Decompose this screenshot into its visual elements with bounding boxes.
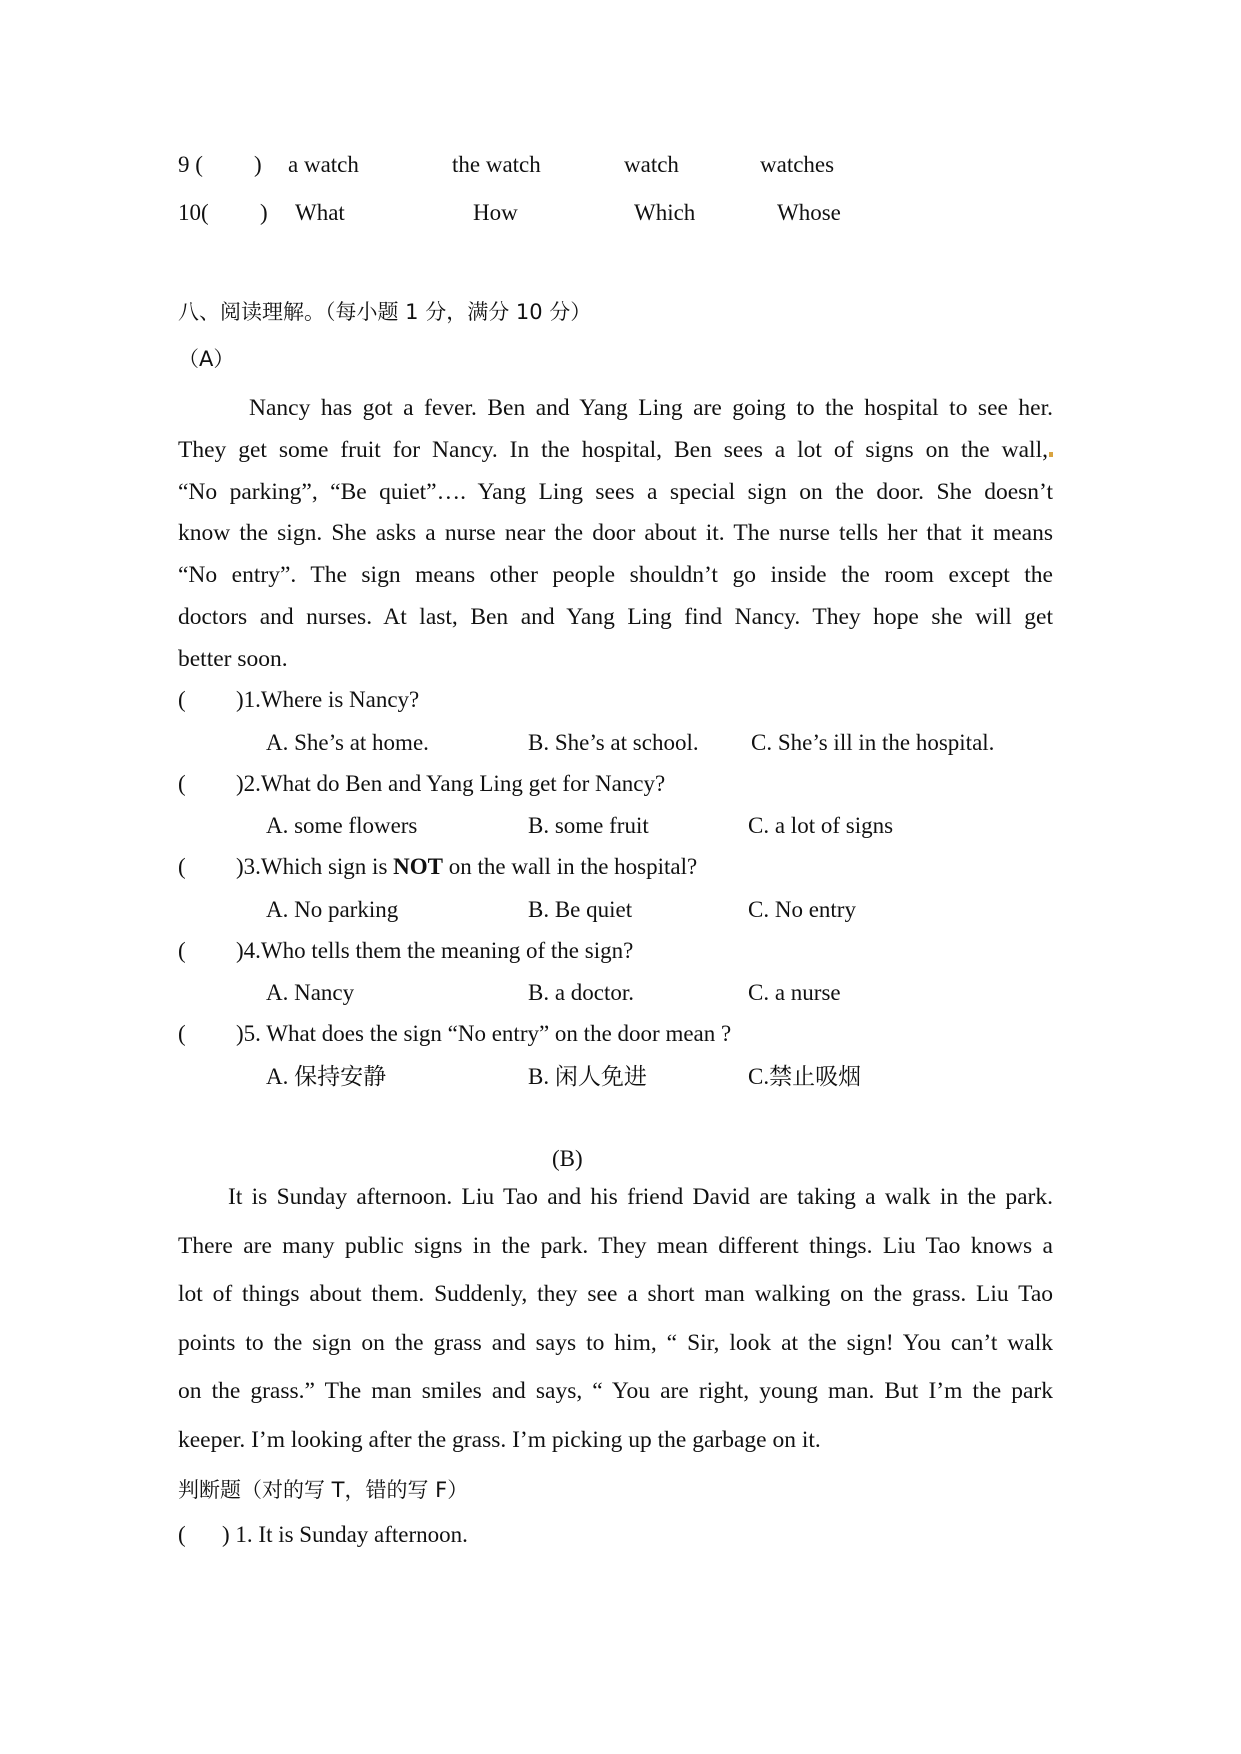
option-c: Which [634,200,696,225]
part-b-label: (B) [552,1146,583,1171]
option-b: B. She’s at school. [528,730,699,755]
option-c: C. a nurse [748,980,841,1005]
answer-blank-open: ( [178,938,186,963]
passage-line: points to the sign on the grass and says to him, “ Sir, look at the sign! You can’t walk [178,1330,1053,1356]
question-prompt: )4.Who tells them the meaning of the sign? [236,938,634,963]
option-c: C. No entry [748,897,856,922]
option-c: watch [624,152,679,177]
option-b: B. 闲人免进 [528,1064,647,1089]
section-heading: 八、阅读理解。（每小题 1 分，满分 10 分） [178,300,592,324]
prompt-emphasis: NOT [393,854,443,879]
option-b: the watch [452,152,541,177]
answer-blank-open: ( [178,854,186,879]
option-a: A. some flowers [266,813,418,838]
option-b: B. Be quiet [528,897,633,922]
passage-line: better soon. [178,646,288,672]
option-a: What [295,200,345,225]
option-a: a watch [288,152,359,177]
option-c: C. She’s ill in the hospital. [751,730,995,755]
answer-blank-open: ( [178,771,186,796]
passage-line: It is Sunday afternoon. Liu Tao and his friend David are taking a walk in the park. [228,1184,1053,1210]
passage-line: “No entry”. The sign means other people shouldn’t go inside the room except the [178,562,1053,588]
passage-line [178,436,1053,464]
question-prompt: )5. What does the sign “No entry” on the door mean ? [236,1021,732,1046]
passage-line: know the sign. She asks a nurse near the door about it. The nurse tells her that it means [178,520,1053,546]
passage-line: There are many public signs in the park. They mean different things. Liu Tao knows a [178,1233,1053,1259]
option-b: How [473,200,518,225]
passage-line: on the grass.” The man smiles and says, “ You are right, young man. But I’m the park [178,1378,1053,1404]
passage-line: Nancy has got a fever. Ben and Yang Ling are going to the hospital to see her. [249,395,1053,421]
answer-blank-open: ( [178,1522,186,1547]
passage-line: lot of things about them. Suddenly, they see a short man walking on the grass. Liu Tao [178,1281,1053,1307]
question-number: 10( [178,200,209,225]
option-d: Whose [777,200,841,225]
true-false-heading: 判断题（对的写 T，错的写 F） [178,1478,469,1502]
option-c: C. a lot of signs [748,813,894,838]
question-prompt: )2.What do Ben and Yang Ling get for Nancy? [236,771,666,796]
answer-blank-open: ( [178,687,186,712]
option-a: A. No parking [266,897,399,922]
answer-blank-open: ( [178,1021,186,1046]
passage-line: “No parking”, “Be quiet”…. Yang Ling sees a special sign on the door. She doesn’t [178,479,1053,505]
option-b: B. some fruit [528,813,649,838]
edit-mark [1049,452,1053,457]
prompt-text: )3.Which sign is [236,854,394,879]
option-a: A. She’s at home. [266,730,429,755]
option-a: A. Nancy [266,980,355,1005]
answer-blank-close: ) [260,200,268,225]
prompt-text: on the wall in the hospital? [448,854,698,879]
option-b: B. a doctor. [528,980,635,1005]
question-prompt: )1.Where is Nancy? [236,687,420,712]
question-prompt: ) 1. It is Sunday afternoon. [222,1522,468,1547]
option-a: A. 保持安静 [266,1064,387,1089]
answer-blank-close: ) [254,152,262,177]
passage-line-text: They get some fruit for Nancy. In the hospital, Ben sees a lot of signs on the wall, [178,437,1048,463]
question-number: 9 ( [178,152,203,177]
question-prompt [236,854,697,880]
passage-line: doctors and nurses. At last, Ben and Yang Ling find Nancy. They hope she will get [178,604,1053,630]
part-a-label: （A） [178,347,235,371]
option-c: C.禁止吸烟 [748,1064,862,1089]
passage-line: keeper. I’m looking after the grass. I’m picking up the garbage on it. [178,1427,821,1453]
option-d: watches [760,152,835,177]
